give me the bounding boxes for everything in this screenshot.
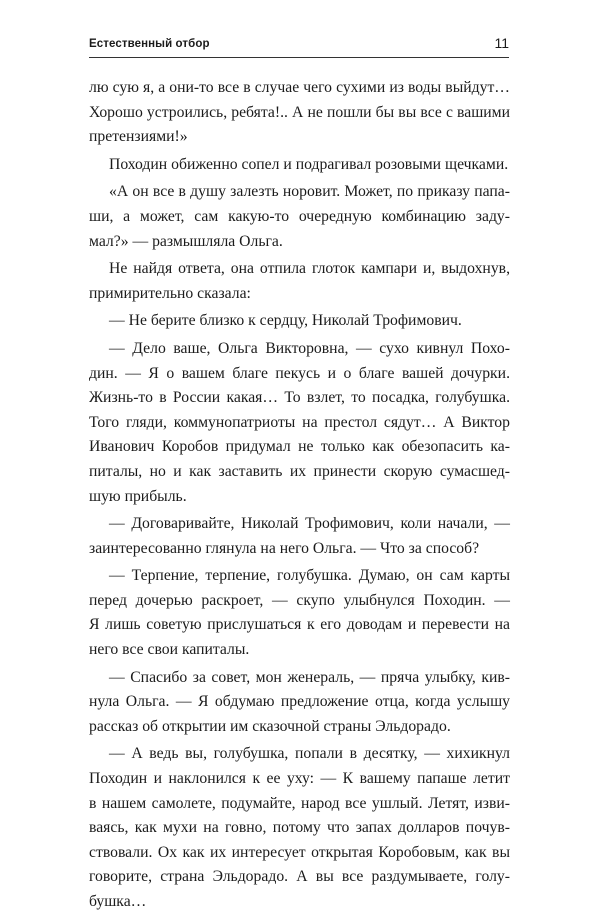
text-line: бушка… [89,893,147,910]
text-line: Походин обиженно сопел и подрагивал розовыми щечками. [109,155,509,173]
text-line: перед дочерью раскроет, — скупо улыбнулся Походин. — [89,591,510,609]
text-line: претензиями!» [89,128,188,146]
text-line: шую прибыль. [89,487,187,505]
text-line: заинтересованно глянула на него Ольга. — Что за способ? [89,539,480,557]
page-number: 11 [494,35,509,51]
text-line: Я лишь советую прислушаться к его доводам и перевести на [89,616,510,634]
running-title: Естественный отбор [89,38,210,50]
text-line: ши, а может, сам какую-то очередную комбинацию заду- [89,207,510,225]
text-line: мал?» — размышляла Ольга. [89,232,283,250]
text-line: рассказ об открытии им сказочной страны Эльдорадо. [89,717,451,735]
text-line: Жизнь-то в России какая… То взлет, то посадка, голубушка. [89,389,510,407]
text-line: Того гляди, коммунопатриоты на престол сядут… А Виктор [89,413,510,431]
text-line: лю сую я, а они-то все в случае чего сухими из воды выйдут… [89,79,510,96]
text-line: — Терпение, терпение, голубушка. Думаю, он сам карты [109,567,510,585]
text-line: примирительно сказала: [89,284,251,302]
page-header [89,34,509,56]
text-line: нула Ольга. — Я обдумаю предложение отца, когда услышу [89,693,510,711]
text-line: в нашем самолете, подумайте, народ все ушлый. Летят, изви- [89,794,510,812]
text-line: питалы, но и как заставить их принести скорую сумасшед- [89,462,510,480]
text-line: Походин и наклонился к ее уху: — К вашему папаше летит [89,770,510,788]
text-line: него все свои капиталы. [89,641,250,659]
text-line: дин. — Я о вашем благе пекусь и о благе вашей дочурки. [89,364,510,382]
text-line: Не найдя ответа, она отпила глоток кампари и, выдохнув, [109,260,510,278]
text-line: — Дело ваше, Ольга Викторовна, — сухо кивнул Похо- [109,339,510,357]
body-text [89,76,510,915]
text-line: — Спасибо за совет, мон женераль, — пряча улыбку, кив- [109,668,510,686]
text-line: Иванович Коробов придумал не только как обезопасить ка- [89,438,510,456]
text-line: — А ведь вы, голубушка, попали в десятку, — хихикнул [109,745,510,763]
header-rule [89,57,509,58]
text-line: — Договаривайте, Николай Трофимович, коли начали, — [109,515,510,533]
text-line: говорите, страна Эльдорадо. А вы все раздумываете, голу- [89,868,510,886]
text-line: ствовали. Ох как их интересует открытая Коробовым, как вы [89,843,510,861]
text-line: «А он все в душу залезть норовит. Может, по приказу папа- [109,183,510,201]
text-line: Хорошо устроились, ребята!.. А не пошли бы вы все с вашими [89,103,510,121]
text-line: ваясь, как мухи на говно, потому что запах долларов почув- [89,819,510,837]
text-line: — Не берите близко к сердцу, Николай Трофимович. [109,312,462,330]
